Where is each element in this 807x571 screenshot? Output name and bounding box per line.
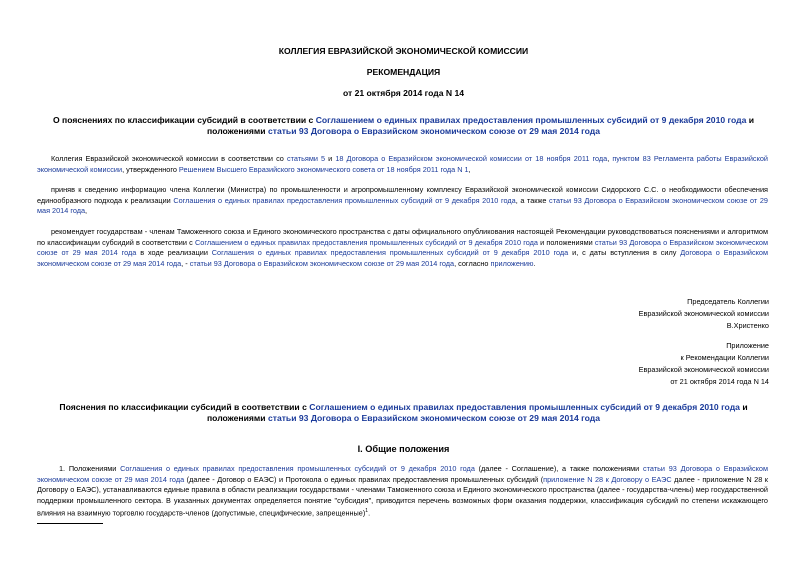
text: Коллегия Евразийской экономической комиссии в соответствии со xyxy=(51,154,287,163)
footnote-ref[interactable]: 1 xyxy=(365,508,369,514)
paragraph-2 xyxy=(37,185,768,217)
link-article-93[interactable]: статьи 93 Договора о Евразийском экономическом союзе от 29 мая 2014 года xyxy=(189,258,455,268)
text: (далее - Договор о ЕАЭС) и Протокола о единых правилах предоставления промышленных субсидий ( xyxy=(184,474,544,484)
link-decision-n1[interactable]: Решением Высшего Евразийского экономического совета от 18 ноября 2011 года N 1 xyxy=(178,164,469,174)
text: и, с даты вступления в силу xyxy=(568,248,681,257)
appendix-line: Евразийской экономической комиссии xyxy=(638,365,769,374)
text: , утвержденного xyxy=(122,164,179,174)
appendix-line: от 21 октября 2014 года N 14 xyxy=(670,377,769,386)
appendix-title xyxy=(37,402,770,424)
doc-title xyxy=(37,115,770,137)
paragraph-1 xyxy=(37,154,768,175)
text: . xyxy=(533,258,536,268)
signature-line: Председатель Коллегии xyxy=(687,297,769,306)
section-heading: I. Общие положения xyxy=(357,444,450,454)
link-appendix[interactable]: приложению xyxy=(490,258,534,268)
title-text: и положениями xyxy=(206,115,755,136)
appendix-line: Приложение xyxy=(726,341,769,350)
link-article-93[interactable]: статьи 93 Договора о Евразийском экономическом союзе от 29 мая 2014 года xyxy=(37,464,768,484)
paragraph-3 xyxy=(37,227,768,269)
text: (далее - Соглашение), а также положениями xyxy=(474,464,643,473)
title-text: О пояснениях по классификации субсидий в соответствии с xyxy=(52,115,316,125)
link-agreement[interactable]: Соглашением о единых правилах предоставления промышленных субсидий от 9 декабря 2010 года xyxy=(195,237,538,247)
text: . xyxy=(368,508,371,518)
org-title: КОЛЛЕГИЯ ЕВРАЗИЙСКОЙ ЭКОНОМИЧЕСКОЙ КОМИССИИ xyxy=(278,46,529,56)
title-link-article-93[interactable]: статьи 93 Договора о Евразийском экономическом союзе от 29 мая 2014 года xyxy=(267,413,601,423)
text: рекомендует государствам - членам Таможенного союза и Единого экономического пространства с даты официального опубликования настоящей Рекомендации руководствоваться пояснениями и алгоритмом по классификации субсидий в соответствии с xyxy=(37,227,768,247)
paragraph-4 xyxy=(37,464,768,519)
title-link-article-93[interactable]: статьи 93 Договора о Евразийском экономическом союзе от 29 мая 2014 года xyxy=(267,126,601,136)
appendix-line: к Рекомендации Коллегии xyxy=(680,353,769,362)
text: и положениями xyxy=(537,237,595,247)
link-treaty[interactable]: Договора о Евразийском экономическом союзе от 29 мая 2014 года xyxy=(37,248,768,268)
text: , xyxy=(468,164,471,174)
title-link-agreement[interactable]: Соглашением о единых правилах предоставления промышленных субсидий от 9 декабря 2010 года xyxy=(309,402,740,412)
title-link-agreement[interactable]: Соглашением о единых правилах предоставления промышленных субсидий от 9 декабря 2010 года xyxy=(315,115,747,125)
link-article-93[interactable]: статьи 93 Договора о Евразийском экономическом союзе от 29 мая 2014 года xyxy=(37,237,768,257)
link-articles-5[interactable]: статьями 5 xyxy=(286,154,326,163)
signature-line: Евразийской экономической комиссии xyxy=(638,309,769,318)
title-text: Пояснения по классификации субсидий в соответствии с xyxy=(59,402,310,412)
text: 1. Положениями xyxy=(59,464,121,473)
doc-type: РЕКОМЕНДАЦИЯ xyxy=(366,67,441,77)
link-article-18[interactable]: 18 Договора о Евразийском экономической комиссии от 18 ноября 2011 года xyxy=(335,154,608,163)
appendix-block xyxy=(639,340,769,388)
text: и xyxy=(325,154,336,163)
text: приняв к сведению информацию члена Коллегии (Министра) по промышленности и агропромышленному комплексу Евразийской экономической комиссии Сидорского С.С. о необходимости обеспечения единообразного подхода к реализации xyxy=(37,185,768,205)
link-agreement[interactable]: Соглашения о единых правилах предоставления промышленных субсидий от 9 декабря 2010 года xyxy=(211,248,569,257)
text: , - xyxy=(181,258,190,268)
link-annex-28[interactable]: приложение N 28 к Договору о ЕАЭС xyxy=(543,474,672,484)
text: , xyxy=(85,206,88,215)
text: , а также xyxy=(515,195,550,205)
signature-name: В.Христенко xyxy=(726,321,769,330)
text: в ходе реализации xyxy=(136,248,212,257)
doc-date: от 21 октября 2014 года N 14 xyxy=(342,88,465,98)
link-agreement[interactable]: Соглашения о единых правилах предоставления промышленных субсидий от 9 декабря 2010 года xyxy=(120,464,475,473)
signature-block xyxy=(639,296,769,332)
link-regulation-83[interactable]: пунктом 83 Регламента работы Евразийской экономической комиссии xyxy=(37,154,768,174)
text: далее - приложение N 28 к Договору о ЕАЭС), устанавливаются единые правила в области реализации государствами - членами Таможенного союза и Единого экономического пространства (далее - государства-члены) мер государственной поддержки промышленного сектора. В указанных документах определяется понятие "субсидия", приводится перечень возможных форм оказания поддержки, классификация субсидий по степени искажающего влияния на взаимную торговлю государств-членов (допустимые, специфические, запрещенные) xyxy=(37,474,768,518)
text: , xyxy=(607,154,613,163)
title-text: и положениями xyxy=(206,402,748,423)
link-article-93[interactable]: статьи 93 Договора о Евразийском экономическом союзе от 29 мая 2014 года xyxy=(37,195,768,215)
footnote-divider xyxy=(37,523,103,524)
link-agreement[interactable]: Соглашения о единых правилах предоставления промышленных субсидий от 9 декабря 2010 года xyxy=(173,195,516,205)
text: , согласно xyxy=(454,258,491,268)
